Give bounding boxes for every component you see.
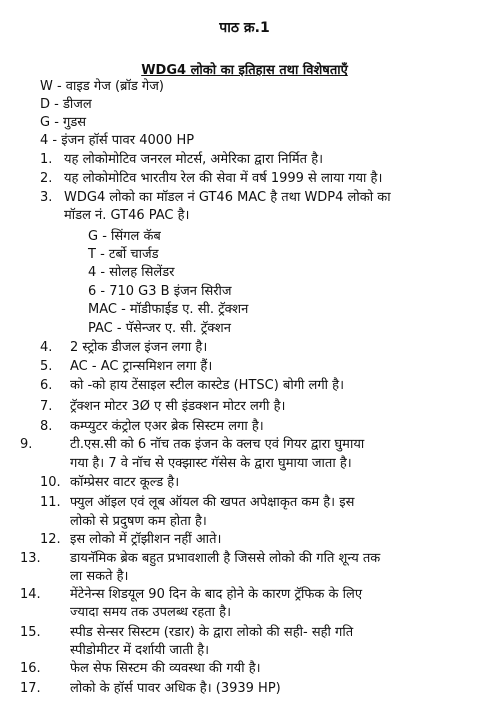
- item-text: मेंटेनेन्स शिडयूल 90 दिन के बाद होने के कारण ट्रॅफिक के लिए: [70, 587, 363, 602]
- item-number: 10.: [40, 475, 61, 490]
- item-number: 8.: [40, 419, 53, 434]
- item-text: फेल सेफ सिस्टम की व्यवस्था की गयी है।: [70, 661, 261, 676]
- item-text: ट्रॅक्शन मोटर 3Ø ए सी इंडक्शन मोटर लगी है।: [70, 399, 286, 414]
- item-text: कम्प्युटर कंट्रोल एअर ब्रेक सिस्टम लगा है।: [70, 419, 264, 434]
- item-number: 14.: [20, 587, 41, 602]
- item-number: 12.: [40, 532, 61, 547]
- item-text: को -को हाय टेंसाइल स्टील कास्टेड (HTSC) बोगी लगी है।: [70, 378, 344, 393]
- item-number: 16.: [20, 661, 41, 676]
- item-text: यह लोकोमोटिव जनरल मोटर्स, अमेरिका द्वारा निर्मित है।: [64, 152, 324, 167]
- item-number: 2.: [40, 171, 53, 186]
- item-number: 15.: [20, 625, 41, 640]
- item-text-cont: लोको से प्रदुषण कम होता है।: [70, 514, 207, 529]
- item-number: 9.: [20, 437, 33, 452]
- item-number: 11.: [40, 495, 61, 510]
- item-text: फ्युल ऑइल एवं लूब ऑयल की खपत अपेक्षाकृत कम है। इस: [70, 495, 355, 510]
- item-text: 2 स्ट्रोक डीजल इंजन लगा है।: [70, 340, 208, 355]
- model-code-t: T - टर्बो चार्जड: [88, 247, 159, 262]
- item-text: AC - AC ट्रान्समिशन लगा हैं।: [70, 359, 213, 374]
- item-number: 3.: [40, 190, 53, 205]
- abbreviation-w: W - वाइड गेज (ब्रॉड गेज): [40, 79, 164, 94]
- item-number: 6.: [40, 378, 53, 393]
- abbreviation-4: 4 - इंजन हॉर्स पावर 4000 HP: [40, 133, 195, 148]
- item-number: 17.: [20, 681, 41, 696]
- item-text: इस लोको में ट्रॉझीशन नहीं आते।: [70, 532, 222, 547]
- item-text-cont: ला सकते है।: [70, 569, 129, 584]
- item-text: कॉम्प्रेसर वाटर कूल्ड है।: [70, 475, 180, 490]
- item-number: 1.: [40, 152, 53, 167]
- abbreviation-g: G - गुडस: [40, 115, 87, 130]
- abbreviation-d: D - डीजल: [40, 97, 92, 112]
- item-text: WDG4 लोको का मॉडल नं GT46 MAC है तथा WDP4 लोको का: [64, 190, 391, 205]
- item-text: टी.एस.सी को 6 नॉच तक इंजन के क्लच एवं गियर द्वारा घुमाया: [70, 437, 365, 452]
- page-title: पाठ क्र.1: [219, 20, 270, 36]
- item-text-cont: मॉडल नं. GT46 PAC है।: [64, 208, 190, 223]
- model-code-4: 4 - सोलह सिलेंडर: [88, 265, 175, 280]
- item-number: 5.: [40, 359, 53, 374]
- model-code-mac: MAC - मॉडीफाईड ए. सी. ट्रॅक्शन: [88, 302, 249, 317]
- item-text-cont: स्पीडोमीटर में दर्शायी जाती है।: [70, 643, 210, 658]
- model-code-pac: PAC - पॅसेन्जर ए. सी. ट्रॅक्शन: [88, 321, 231, 336]
- item-text-cont: गया है। 7 वे नॉच से एक्झास्ट गॅसेस के द्वारा घुमाया जाता है।: [70, 456, 352, 471]
- section-heading: WDG4 लोको का इतिहास तथा विशेषताएँ: [141, 63, 348, 78]
- item-text: लोको के हॉर्स पावर अधिक है। (3939 HP): [70, 681, 281, 696]
- item-text: यह लोकोमोटिव भारतीय रेल की सेवा में वर्ष 1999 से लाया गया है।: [64, 171, 383, 186]
- model-code-g: G - सिंगल कॅब: [88, 229, 161, 244]
- item-text: स्पीड सेन्सर सिस्टम (रडार) के द्वारा लोको की सही- सही गति: [70, 625, 354, 640]
- item-number: 13.: [20, 551, 41, 566]
- item-text: डायनॅमिक ब्रेक बहुत प्रभावशाली है जिससे लोको की गति शून्य तक: [70, 551, 381, 566]
- item-text-cont: ज्यादा समय तक उपलब्ध रहता है।: [70, 605, 231, 620]
- item-number: 4.: [40, 340, 53, 355]
- item-number: 7.: [40, 399, 53, 414]
- model-code-6: 6 - 710 G3 B इंजन सिरीज: [88, 284, 232, 299]
